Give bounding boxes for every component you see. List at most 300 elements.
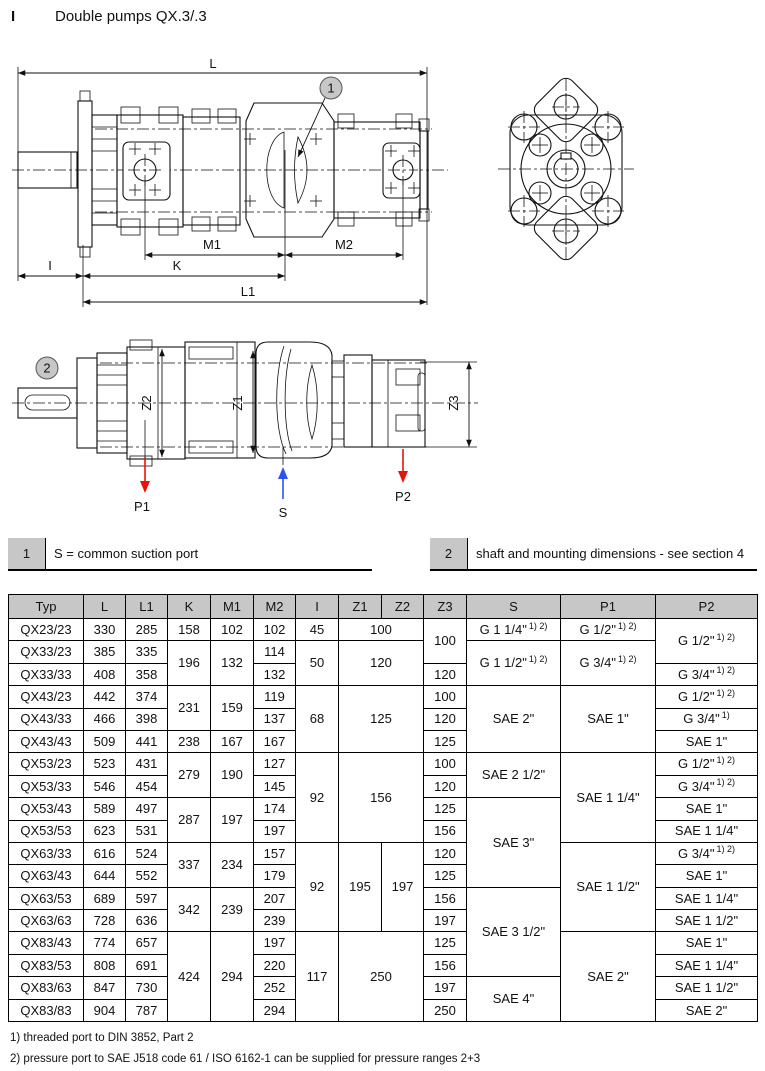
table-cell bbox=[424, 887, 467, 909]
table-cell bbox=[424, 820, 467, 842]
table-cell bbox=[126, 686, 168, 708]
table-cell bbox=[424, 910, 467, 932]
table-cell bbox=[254, 708, 296, 730]
table-cell bbox=[656, 619, 758, 664]
column-header: P1 bbox=[561, 595, 656, 619]
dim-label-z3: Z3 bbox=[446, 395, 461, 411]
footnote-marker: 1) 2) bbox=[716, 754, 735, 765]
table-cell bbox=[126, 865, 168, 887]
cell-value: 441 bbox=[135, 733, 158, 749]
cell-value: 728 bbox=[93, 912, 116, 928]
table-cell bbox=[424, 753, 467, 775]
table-cell bbox=[339, 753, 424, 843]
table-cell bbox=[84, 820, 126, 842]
cell-value: 239 bbox=[263, 912, 286, 928]
column-header: Z3 bbox=[424, 595, 467, 619]
cell-value: SAE 2" bbox=[587, 968, 629, 984]
table-cell bbox=[126, 954, 168, 976]
table-cell bbox=[9, 977, 84, 999]
table-cell bbox=[254, 775, 296, 797]
footnote-marker: 1) 2) bbox=[716, 844, 735, 855]
cell-value: 127 bbox=[263, 756, 286, 772]
cell-value: G 1/2" bbox=[678, 633, 715, 649]
table-row bbox=[9, 932, 758, 954]
table-cell bbox=[9, 619, 84, 641]
footnote-marker: 1) 2) bbox=[528, 620, 548, 631]
cell-value: 197 bbox=[434, 912, 456, 928]
table-cell bbox=[126, 730, 168, 752]
footnote-1: 1) threaded port to DIN 3852, Part 2 bbox=[10, 1032, 194, 1044]
table-cell bbox=[656, 865, 758, 887]
cell-value: 808 bbox=[93, 957, 116, 973]
cell-value: 137 bbox=[263, 711, 286, 727]
cell-value: G 3/4" bbox=[678, 845, 715, 861]
footnotes bbox=[10, 1028, 480, 1069]
table-cell bbox=[168, 842, 211, 887]
table-cell bbox=[254, 999, 296, 1021]
cell-value: 408 bbox=[93, 666, 116, 682]
cell-value: 234 bbox=[221, 856, 243, 872]
table-cell bbox=[9, 910, 84, 932]
legend-2 bbox=[430, 538, 757, 571]
footnote-marker: 1) bbox=[721, 710, 730, 721]
table-cell bbox=[467, 798, 561, 888]
cell-value: 156 bbox=[434, 957, 456, 973]
legend-2-text: shaft and mounting dimensions - see section 4 bbox=[476, 546, 745, 561]
cell-value: 337 bbox=[178, 856, 200, 872]
cell-value: SAE 1 1/2" bbox=[576, 879, 640, 895]
side-view-drawing bbox=[0, 55, 765, 323]
column-header: L1 bbox=[126, 595, 168, 619]
table-cell bbox=[254, 730, 296, 752]
table-row bbox=[9, 686, 758, 708]
legend-1-text: S = common suction port bbox=[54, 546, 199, 561]
column-header: L bbox=[84, 595, 126, 619]
cell-value: G 1 1/2" bbox=[479, 655, 527, 671]
port-label-p1: P1 bbox=[134, 499, 150, 514]
cell-value: QX83/63 bbox=[20, 980, 72, 996]
cell-value: QX33/23 bbox=[20, 644, 72, 660]
cell-value: 45 bbox=[309, 621, 325, 637]
page-title: Double pumps QX.3/.3 bbox=[55, 8, 207, 25]
table-cell bbox=[168, 730, 211, 752]
table-cell bbox=[424, 619, 467, 664]
cell-value: 335 bbox=[135, 644, 158, 660]
table-cell bbox=[339, 686, 424, 753]
drive-shaft bbox=[18, 152, 77, 188]
cell-value: 158 bbox=[178, 621, 200, 637]
dim-label-i: I bbox=[48, 258, 52, 273]
cell-value: 774 bbox=[93, 935, 116, 951]
table-cell bbox=[656, 753, 758, 775]
cell-value: 100 bbox=[434, 689, 456, 705]
cell-value: 358 bbox=[135, 666, 158, 682]
table-cell bbox=[254, 753, 296, 775]
cell-value: 497 bbox=[135, 801, 158, 816]
table-cell bbox=[84, 954, 126, 976]
cell-value: 197 bbox=[263, 823, 286, 839]
cell-value: SAE 1" bbox=[587, 711, 629, 727]
cell-value: 120 bbox=[434, 845, 456, 861]
keyway bbox=[561, 153, 571, 159]
table-cell bbox=[9, 798, 84, 820]
callout-1-number: 1 bbox=[327, 80, 335, 96]
table-cell bbox=[424, 999, 467, 1021]
table-cell bbox=[424, 954, 467, 976]
table-cell bbox=[126, 932, 168, 954]
table-cell bbox=[254, 663, 296, 685]
cell-value: SAE 1" bbox=[685, 733, 728, 749]
dim-label-k: K bbox=[172, 258, 182, 273]
cell-value: 220 bbox=[263, 957, 286, 973]
suction-housing bbox=[256, 342, 332, 458]
table-cell bbox=[84, 753, 126, 775]
table-cell bbox=[9, 708, 84, 730]
cell-value: SAE 1 1/4" bbox=[674, 823, 739, 839]
table-cell bbox=[168, 619, 211, 641]
cell-value: 531 bbox=[135, 823, 158, 839]
table-cell bbox=[84, 887, 126, 909]
cell-value: 385 bbox=[93, 644, 116, 660]
table-cell bbox=[467, 641, 561, 686]
table-cell bbox=[9, 641, 84, 663]
cell-value: 287 bbox=[178, 812, 200, 828]
table-cell bbox=[254, 887, 296, 909]
table-cell bbox=[126, 999, 168, 1021]
cell-value: 431 bbox=[135, 756, 158, 772]
dim-label-l1: L1 bbox=[240, 284, 256, 299]
column-header: M1 bbox=[211, 595, 254, 619]
table-cell bbox=[254, 954, 296, 976]
table-cell bbox=[424, 686, 467, 708]
cell-value: QX63/53 bbox=[20, 890, 72, 906]
table-cell bbox=[296, 619, 339, 641]
cell-value: SAE 1 1/4" bbox=[674, 957, 739, 973]
cell-value: SAE 2 1/2" bbox=[481, 767, 546, 783]
column-header: Z1 bbox=[339, 595, 382, 619]
cell-value: 50 bbox=[309, 655, 325, 671]
footnote-marker: 1) 2) bbox=[716, 687, 735, 698]
cell-value: 424 bbox=[178, 968, 200, 984]
cell-value: 294 bbox=[263, 1002, 286, 1018]
cell-value: 644 bbox=[93, 868, 116, 884]
table-cell bbox=[296, 932, 339, 1022]
table-cell bbox=[211, 798, 254, 843]
cell-value: QX53/43 bbox=[20, 801, 72, 816]
cell-value: QX33/33 bbox=[20, 666, 72, 682]
table-cell bbox=[211, 932, 254, 1022]
cell-value: 156 bbox=[370, 789, 392, 805]
table-cell bbox=[467, 753, 561, 798]
cell-value: 125 bbox=[434, 868, 456, 884]
table-cell bbox=[656, 686, 758, 708]
table-cell bbox=[424, 865, 467, 887]
table-cell bbox=[211, 641, 254, 686]
column-header: P2 bbox=[656, 595, 758, 619]
table-cell bbox=[84, 842, 126, 864]
table-cell bbox=[296, 753, 339, 843]
table-cell bbox=[211, 619, 254, 641]
table-cell bbox=[126, 887, 168, 909]
cell-value: 167 bbox=[263, 733, 286, 749]
cell-value: 231 bbox=[178, 700, 200, 716]
cell-value: 174 bbox=[263, 801, 286, 816]
table-cell bbox=[467, 887, 561, 977]
table-cell bbox=[126, 753, 168, 775]
cell-value: 524 bbox=[135, 845, 158, 861]
table-cell bbox=[84, 977, 126, 999]
table-cell bbox=[9, 820, 84, 842]
dimension-table bbox=[8, 594, 758, 1022]
table-cell bbox=[9, 842, 84, 864]
cell-value: QX83/83 bbox=[20, 1002, 72, 1018]
drive-shaft bbox=[18, 388, 77, 418]
column-header: Z2 bbox=[382, 595, 424, 619]
cell-value: 546 bbox=[93, 778, 116, 794]
table-cell bbox=[84, 708, 126, 730]
dim-label-l: L bbox=[209, 56, 217, 71]
table-cell bbox=[561, 686, 656, 753]
table-cell bbox=[84, 686, 126, 708]
cell-value: 616 bbox=[93, 845, 116, 861]
table-cell bbox=[9, 730, 84, 752]
cell-value: 120 bbox=[434, 711, 456, 727]
cell-value: 252 bbox=[263, 980, 286, 996]
table-cell bbox=[656, 798, 758, 820]
cell-value: 523 bbox=[93, 756, 116, 772]
cell-value: 730 bbox=[135, 980, 158, 996]
cell-value: SAE 1 1/2" bbox=[674, 980, 739, 996]
cell-value: 92 bbox=[309, 789, 325, 805]
table-cell bbox=[211, 887, 254, 932]
cell-value: 125 bbox=[434, 935, 456, 951]
table-cell bbox=[467, 686, 561, 753]
cell-value: 689 bbox=[93, 890, 116, 906]
cell-value: G 3/4" bbox=[683, 711, 720, 727]
table-cell bbox=[9, 663, 84, 685]
cell-value: 132 bbox=[263, 666, 286, 682]
cell-value: 102 bbox=[221, 621, 243, 637]
cell-value: 114 bbox=[264, 644, 285, 660]
dim-label-z2: Z2 bbox=[139, 395, 154, 411]
table-cell bbox=[211, 753, 254, 798]
cell-value: QX43/23 bbox=[20, 689, 72, 705]
table-cell bbox=[84, 663, 126, 685]
table-cell bbox=[254, 910, 296, 932]
cell-value: 100 bbox=[370, 621, 392, 637]
table-cell bbox=[339, 641, 424, 686]
table-cell bbox=[467, 619, 561, 641]
table-row bbox=[9, 842, 758, 864]
table-cell bbox=[656, 910, 758, 932]
dim-label-m2: M2 bbox=[334, 237, 354, 252]
table-cell bbox=[656, 887, 758, 909]
cell-value: 145 bbox=[263, 778, 286, 794]
table-cell bbox=[656, 842, 758, 864]
table-cell bbox=[84, 619, 126, 641]
cell-value: 207 bbox=[263, 890, 286, 906]
table-cell bbox=[84, 910, 126, 932]
table-cell bbox=[254, 619, 296, 641]
table-cell bbox=[126, 910, 168, 932]
cell-value: 92 bbox=[309, 879, 325, 895]
cell-value: 68 bbox=[309, 711, 325, 727]
cell-value: SAE 2" bbox=[685, 1002, 728, 1018]
table-cell bbox=[9, 865, 84, 887]
cell-value: 117 bbox=[306, 968, 328, 984]
table-cell bbox=[424, 775, 467, 797]
table-cell bbox=[9, 954, 84, 976]
cell-value: 195 bbox=[349, 879, 371, 895]
table-cell bbox=[339, 932, 424, 1022]
footnote-marker: 1) 2) bbox=[716, 665, 735, 676]
table-cell bbox=[254, 820, 296, 842]
table-cell bbox=[424, 708, 467, 730]
table-row bbox=[9, 753, 758, 775]
table-cell bbox=[656, 708, 758, 730]
cell-value: 787 bbox=[135, 1002, 158, 1018]
cell-value: 179 bbox=[263, 868, 286, 884]
cell-value: G 3/4" bbox=[678, 666, 715, 682]
cell-value: 691 bbox=[135, 957, 158, 973]
cell-value: 125 bbox=[434, 801, 456, 816]
table-cell bbox=[424, 730, 467, 752]
table-cell bbox=[9, 887, 84, 909]
table-cell bbox=[656, 932, 758, 954]
cell-value: 279 bbox=[178, 767, 200, 783]
cell-value: 454 bbox=[135, 778, 158, 794]
cell-value: 125 bbox=[370, 711, 392, 727]
table-cell bbox=[84, 641, 126, 663]
table-cell bbox=[9, 775, 84, 797]
cell-value: 342 bbox=[178, 901, 200, 917]
table-cell bbox=[84, 798, 126, 820]
cell-value: 100 bbox=[434, 633, 456, 649]
table-cell bbox=[656, 999, 758, 1021]
table-cell bbox=[84, 932, 126, 954]
cell-value: 100 bbox=[434, 756, 456, 772]
cell-value: QX63/43 bbox=[20, 868, 72, 884]
cell-value: SAE 2" bbox=[492, 711, 535, 727]
table-cell bbox=[9, 999, 84, 1021]
table-cell bbox=[168, 641, 211, 686]
cell-value: 156 bbox=[434, 890, 456, 906]
cell-value: G 1/2" bbox=[678, 756, 715, 772]
table-cell bbox=[9, 686, 84, 708]
table-cell bbox=[561, 842, 656, 932]
table-cell bbox=[254, 842, 296, 864]
table-row bbox=[9, 619, 758, 641]
table-cell bbox=[296, 686, 339, 753]
column-header: S bbox=[467, 595, 561, 619]
table-cell bbox=[561, 753, 656, 843]
table-cell bbox=[339, 842, 382, 932]
cell-value: G 1/2" bbox=[579, 621, 616, 637]
table-cell bbox=[168, 932, 211, 1022]
table-cell bbox=[168, 798, 211, 843]
table-cell bbox=[84, 730, 126, 752]
cell-value: 294 bbox=[221, 968, 243, 984]
table-cell bbox=[126, 641, 168, 663]
legend-1-number: 1 bbox=[8, 538, 46, 569]
table-cell bbox=[126, 820, 168, 842]
footnote-marker: 1) 2) bbox=[528, 654, 548, 665]
cell-value: 197 bbox=[434, 980, 456, 996]
pump-stage-2 bbox=[344, 355, 372, 447]
table-cell bbox=[254, 865, 296, 887]
table-cell bbox=[168, 887, 211, 932]
keyway-slot bbox=[25, 395, 70, 410]
cell-value: 250 bbox=[434, 1002, 456, 1018]
mid-section bbox=[183, 117, 240, 225]
port-arrow-p1 bbox=[140, 457, 150, 493]
table-cell bbox=[84, 775, 126, 797]
cell-value: 102 bbox=[263, 621, 286, 637]
cell-value: QX43/33 bbox=[20, 711, 72, 727]
table-cell bbox=[656, 775, 758, 797]
cell-value: QX53/33 bbox=[20, 778, 72, 794]
cell-value: 330 bbox=[93, 621, 116, 637]
cell-value: 623 bbox=[93, 823, 116, 839]
table-cell bbox=[168, 686, 211, 731]
cell-value: 250 bbox=[370, 968, 392, 984]
footnote-marker: 1) 2) bbox=[716, 777, 735, 788]
cell-value: G 1 1/4" bbox=[479, 621, 527, 637]
table-cell bbox=[424, 977, 467, 999]
column-header: M2 bbox=[254, 595, 296, 619]
cell-value: 120 bbox=[434, 778, 456, 794]
end-cover bbox=[372, 360, 425, 447]
cell-value: 125 bbox=[434, 733, 456, 749]
cell-value: 589 bbox=[93, 801, 116, 816]
cell-value: SAE 1" bbox=[685, 868, 728, 884]
cell-value: 398 bbox=[135, 711, 158, 727]
footnote-marker: 1) 2) bbox=[716, 631, 735, 642]
cell-value: 657 bbox=[135, 935, 158, 951]
cell-value: QX53/53 bbox=[20, 823, 72, 839]
cell-value: 552 bbox=[135, 868, 158, 884]
table-cell bbox=[656, 977, 758, 999]
table-cell bbox=[467, 977, 561, 1022]
cell-value: 904 bbox=[93, 1002, 116, 1018]
table-cell bbox=[211, 842, 254, 887]
table-cell bbox=[656, 730, 758, 752]
footnote-marker: 1) 2) bbox=[617, 654, 637, 665]
cell-value: 239 bbox=[221, 901, 243, 917]
top-view-drawing bbox=[0, 325, 765, 535]
cell-value: QX83/43 bbox=[20, 935, 72, 951]
table-cell bbox=[424, 932, 467, 954]
legend-2-number: 2 bbox=[430, 538, 468, 569]
cell-value: SAE 1" bbox=[685, 935, 728, 951]
cell-value: QX83/53 bbox=[20, 957, 72, 973]
table-cell bbox=[561, 932, 656, 1022]
footnote-2: 2) pressure port to SAE J518 code 61 / ISO 6162-1 can be supplied for pressure ranges 2+3 bbox=[10, 1052, 481, 1065]
table-cell bbox=[126, 842, 168, 864]
cell-value: 132 bbox=[221, 655, 243, 671]
table-cell bbox=[656, 820, 758, 842]
table-header-row bbox=[9, 595, 758, 619]
table-cell bbox=[211, 686, 254, 731]
table-cell bbox=[84, 999, 126, 1021]
column-header: K bbox=[168, 595, 211, 619]
cell-value: 374 bbox=[135, 689, 158, 705]
cell-value: 190 bbox=[221, 767, 243, 783]
cell-value: 197 bbox=[391, 879, 414, 895]
table-cell bbox=[126, 708, 168, 730]
cell-value: SAE 1 1/4" bbox=[674, 890, 739, 906]
port-label-p2: P2 bbox=[395, 489, 411, 504]
